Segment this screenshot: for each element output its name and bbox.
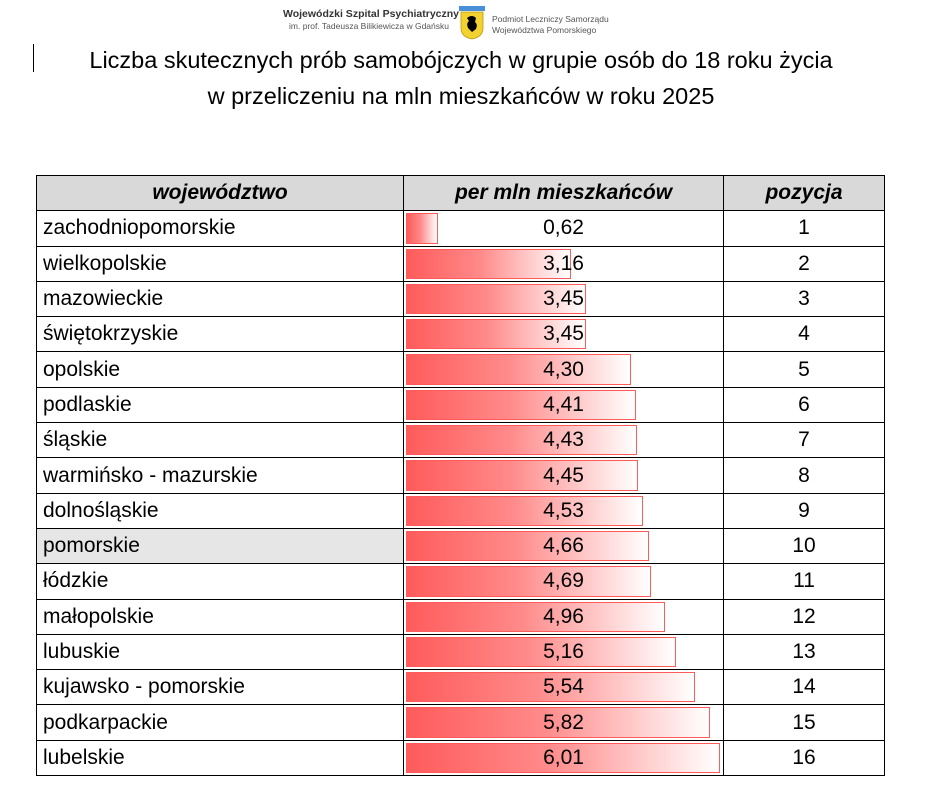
table-row [37, 705, 885, 740]
table-row [37, 423, 885, 458]
voivodeship-name: dolnośląskie [37, 493, 404, 528]
voivodeship-name: podlaskie [37, 387, 404, 422]
position-cell: 1 [724, 211, 885, 246]
value-cell [404, 740, 724, 775]
position-cell: 10 [724, 528, 885, 563]
voivodeship-name: śląskie [37, 423, 404, 458]
table-row [37, 211, 885, 246]
position-cell: 7 [724, 423, 885, 458]
value-label: 4,66 [543, 534, 584, 558]
value-cell [404, 352, 724, 387]
value-label: 4,53 [543, 498, 584, 522]
table-row [37, 564, 885, 599]
position-cell: 4 [724, 317, 885, 352]
value-label: 4,69 [543, 569, 584, 593]
voivodeship-name: zachodniopomorskie [37, 211, 404, 246]
table-row [37, 352, 885, 387]
table-row [37, 493, 885, 528]
value-cell [404, 599, 724, 634]
position-cell: 12 [724, 599, 885, 634]
value-cell [404, 387, 724, 422]
value-label: 4,43 [543, 428, 584, 452]
table-row [37, 670, 885, 705]
hospital-name: Wojewódzki Szpital Psychiatryczny [283, 8, 460, 20]
table-row [37, 281, 885, 316]
voivodeship-name: lubuskie [37, 634, 404, 669]
value-label: 3,45 [543, 322, 584, 346]
voivodeship-name: mazowieckie [37, 281, 404, 316]
table-row [37, 528, 885, 563]
value-cell [404, 211, 724, 246]
value-cell [404, 705, 724, 740]
value-cell [404, 423, 724, 458]
position-cell: 11 [724, 564, 885, 599]
column-header-per-million: per mln mieszkańców [404, 176, 724, 211]
table-row [37, 458, 885, 493]
voivodeship-name: warmińsko - mazurskie [37, 458, 404, 493]
voivodeship-name: pomorskie [37, 528, 404, 563]
value-label: 4,30 [543, 357, 584, 381]
column-header-voivodeship: województwo [37, 176, 404, 211]
chart-title-line-1: Liczba skutecznych prób samobójczych w grupie osób do 18 roku życia [89, 47, 833, 73]
table-row [37, 634, 885, 669]
value-label: 4,45 [543, 463, 584, 487]
position-cell: 13 [724, 634, 885, 669]
value-cell [404, 246, 724, 281]
value-cell [404, 317, 724, 352]
position-cell: 3 [724, 281, 885, 316]
voivodeship-name: opolskie [37, 352, 404, 387]
hospital-header [283, 6, 643, 42]
position-cell: 6 [724, 387, 885, 422]
table-row [37, 317, 885, 352]
value-label: 3,16 [543, 251, 584, 275]
value-cell [404, 281, 724, 316]
value-label: 4,41 [543, 392, 584, 416]
voivodeship-name: podkarpackie [37, 705, 404, 740]
voivodeship-name: lubelskie [37, 740, 404, 775]
position-cell: 14 [724, 670, 885, 705]
value-cell [404, 564, 724, 599]
table-header-row [37, 176, 885, 211]
value-cell [404, 458, 724, 493]
position-cell: 15 [724, 705, 885, 740]
position-cell: 16 [724, 740, 885, 775]
chart-title-line-2: w przeliczeniu na mln mieszkańców w roku 2025 [207, 83, 715, 109]
position-cell: 5 [724, 352, 885, 387]
table-row [37, 740, 885, 775]
value-label: 5,16 [543, 640, 584, 663]
table-row [37, 599, 885, 634]
position-cell: 2 [724, 246, 885, 281]
value-label: 5,82 [543, 710, 584, 734]
owner-block [492, 14, 609, 36]
chart-title [0, 42, 922, 114]
owner-line-2: Województwa Pomorskiego [492, 25, 597, 35]
value-label: 3,45 [543, 287, 584, 311]
table-row [37, 387, 885, 422]
pomeranian-griffin-logo-icon [459, 6, 485, 40]
ranking-table [36, 175, 885, 776]
column-header-position: pozycja [724, 176, 885, 211]
value-cell [404, 670, 724, 705]
voivodeship-name: małopolskie [37, 599, 404, 634]
hospital-name-block [283, 8, 460, 32]
position-cell: 9 [724, 493, 885, 528]
voivodeship-name: świętokrzyskie [37, 317, 404, 352]
hospital-patron: im. prof. Tadeusza Bilikiewicza w Gdańsku [289, 21, 449, 31]
value-cell [404, 634, 724, 669]
position-cell: 8 [724, 458, 885, 493]
voivodeship-name: kujawsko - pomorskie [37, 670, 404, 705]
voivodeship-name: łódzkie [37, 564, 404, 599]
value-label: 0,62 [543, 216, 584, 240]
voivodeship-name: wielkopolskie [37, 246, 404, 281]
value-label: 6,01 [543, 745, 584, 769]
value-label: 4,96 [543, 604, 584, 628]
value-label: 5,54 [543, 675, 584, 699]
table-row [37, 246, 885, 281]
value-cell [404, 493, 724, 528]
value-cell [404, 528, 724, 563]
owner-line-1: Podmiot Leczniczy Samorządu [492, 14, 609, 24]
